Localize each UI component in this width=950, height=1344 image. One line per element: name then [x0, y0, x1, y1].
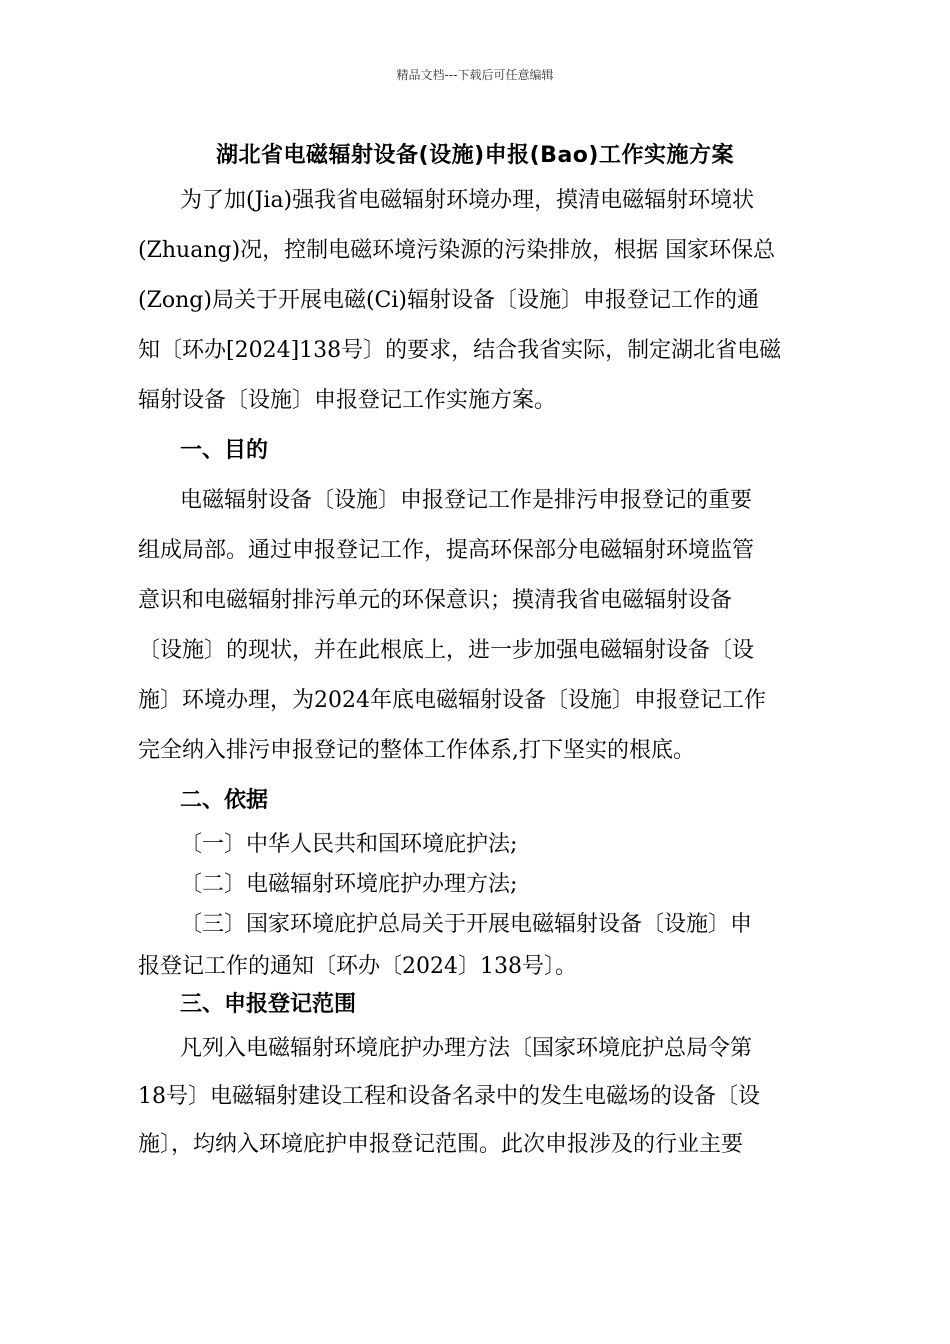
section1-line-1: 电磁辐射设备〔设施〕申报登记工作是排污申报登记的重要: [180, 488, 753, 513]
intro-line-4: 知〔环办[2024]138号〕的要求，结合我省实际，制定湖北省电磁: [138, 338, 782, 363]
document-title: 湖北省电磁辐射设备(设施)申报(Bao)工作实施方案: [216, 143, 734, 168]
section-heading-scope: 三、申报登记范围: [180, 992, 357, 1017]
section3-line-1: 凡列入电磁辐射环境庇护办理方法〔国家环境庇护总局令第: [180, 1036, 753, 1061]
section2-line-1: 〔一〕中华人民共和国环境庇护法;: [180, 832, 518, 857]
section1-line-5: 施〕环境办理，为2024年底电磁辐射设备〔设施〕申报登记工作: [138, 688, 766, 713]
intro-line-1: 为了加(Jia)强我省电磁辐射环境办理，摸清电磁辐射环境状: [180, 188, 755, 213]
section1-line-3: 意识和电磁辐射排污单元的环保意识；摸清我省电磁辐射设备: [138, 588, 733, 613]
section1-line-6: 完全纳入排污申报登记的整体工作体系,打下坚实的根底。: [138, 738, 695, 763]
section1-line-2: 组成局部。通过申报登记工作，提高环保部分电磁辐射环境监管: [138, 538, 755, 563]
section1-line-4: 〔设施〕的现状，并在此根底上，进一步加强电磁辐射设备〔设: [138, 638, 755, 663]
section3-line-3: 施〕，均纳入环境庇护申报登记范围。此次申报涉及的行业主要: [138, 1132, 744, 1157]
section2-line-4: 报登记工作的通知〔环办〔2024〕138号〕。: [138, 954, 577, 979]
intro-line-2: (Zhuang)况，控制电磁环境污染源的污染排放，根据 国家环保总: [138, 238, 776, 263]
section2-line-3: 〔三〕国家环境庇护总局关于开展电磁辐射设备〔设施〕申: [180, 912, 753, 937]
section3-line-2: 18号〕电磁辐射建设工程和设备名录中的发生电磁场的设备〔设: [138, 1084, 760, 1109]
header-note: 精品文档---下载后可任意编辑: [396, 68, 554, 82]
section-heading-basis: 二、依据: [180, 788, 269, 813]
section-heading-purpose: 一、目的: [180, 438, 269, 463]
intro-line-3: (Zong)局关于开展电磁(Ci)辐射设备〔设施〕申报登记工作的通: [138, 288, 759, 313]
section2-line-2: 〔二〕电磁辐射环境庇护办理方法;: [180, 872, 518, 897]
intro-line-5: 辐射设备〔设施〕申报登记工作实施方案。: [138, 388, 557, 413]
